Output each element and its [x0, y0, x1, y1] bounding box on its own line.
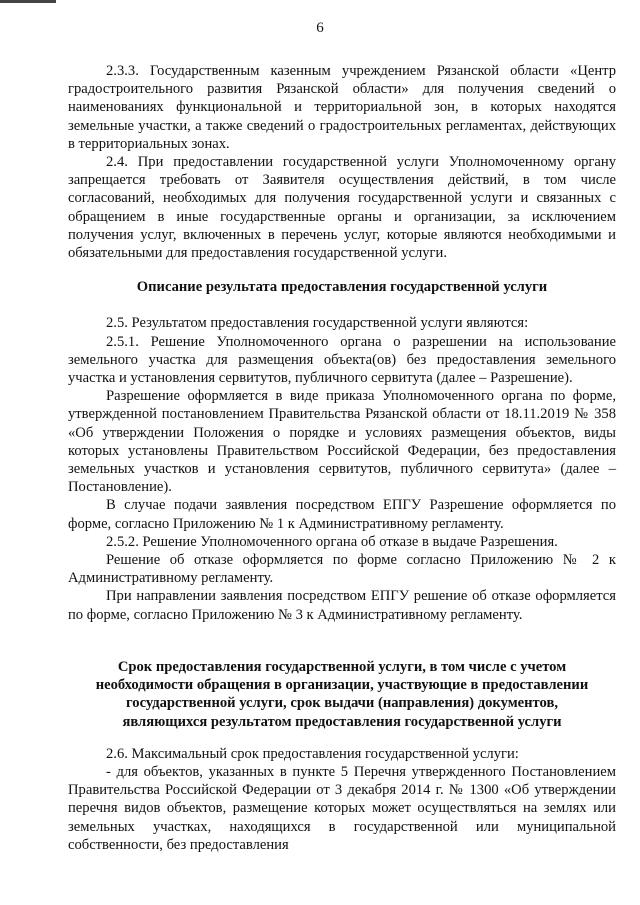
paragraph-2-4: 2.4. При предоставлении государственной услуги Уполномоченному органу запрещается требовать от Заявителя осуществления действий, в том числе согласований, необходимых для получения государственной услуги и связанных с обращением в иные государственные органы и организации, за исключением получения услуг, включенных в перечень услуг, которые являются необходимыми и обязательными для предоставления государственной услуги. [68, 154, 616, 262]
paragraph-epgu-permission: В случае подачи заявления посредством ЕПГУ Разрешение оформляется по форме, согласно Приложению № 1 к Административному регламенту. [68, 497, 616, 532]
scan-edge-mark [0, 0, 56, 3]
paragraph-2-6: 2.6. Максимальный срок предоставления государственной услуги: [106, 745, 519, 762]
section-title-term-line: Срок предоставления государственной услуги, в том числе с учетом [117, 658, 567, 675]
paragraph-2-5-1: 2.5.1. Решение Уполномоченного органа о разрешении на использование земельного участка для размещения объекта(ов) без предоставления земельного участка и установления сервитутов, публичного сервитута (далее – Разрешение). [68, 333, 616, 387]
paragraph-2-5-2: 2.5.2. Решение Уполномоченного органа об отказе в выдаче Разрешения. [106, 533, 558, 550]
paragraph-refusal-form: Решение об отказе оформляется по форме согласно Приложению № 2 к Административному регламенту. [68, 552, 616, 587]
paragraph-permission-form: Разрешение оформляется в виде приказа Уполномоченного органа по форме, утвержденной постановлением Правительства Рязанской области от 18.11.2019 № 358 «Об утверждении Положения о порядке и условиях размещения объектов, виды которых установлены Правительством Российской Федерации, без предоставления земельных участков и установления сервитутов, публичного сервитута» (далее – Постановление). [68, 388, 616, 496]
document-body [68, 62, 616, 854]
section-title-term-line: необходимости обращения в организации, участвующие в предоставлении [95, 677, 589, 694]
section-title-term-line: являющихся результатом предоставления государственной услуги [122, 713, 562, 730]
paragraph-2-3-3: 2.3.3. Государственным казенным учреждением Рязанской области «Центр градостроительного развития Рязанской области» для получения сведений о наименованиях функциональной и территориальной зон, в которых находятся земельные участки, а также сведений о градостроительных регламентах, действующих в территориальных зонах. [68, 63, 616, 152]
paragraph-epgu-refusal: При направлении заявления посредством ЕПГУ решение об отказе оформляется по форме, согласно Приложению № 3 к Административному регламенту. [68, 588, 616, 623]
paragraph-2-5: 2.5. Результатом предоставления государственной услуги являются: [106, 315, 529, 332]
section-title-term [68, 658, 616, 731]
page-number: 6 [316, 20, 324, 36]
section-title-term-line: государственной услуги, срок выдачи (направления) документов, [126, 695, 558, 712]
section-title-result: Описание результата предоставления государственной услуги [136, 279, 548, 296]
paragraph-objects-list: - для объектов, указанных в пункте 5 Перечня утвержденного Постановлением Правительства Российской Федерации от 3 декабря 2014 г. № 1300 «Об утверждении перечня видов объектов, размещение которых может осуществляться на землях или земельных участках, находящихся в государственной или муниципальной собственности, без предоставления [68, 763, 616, 853]
